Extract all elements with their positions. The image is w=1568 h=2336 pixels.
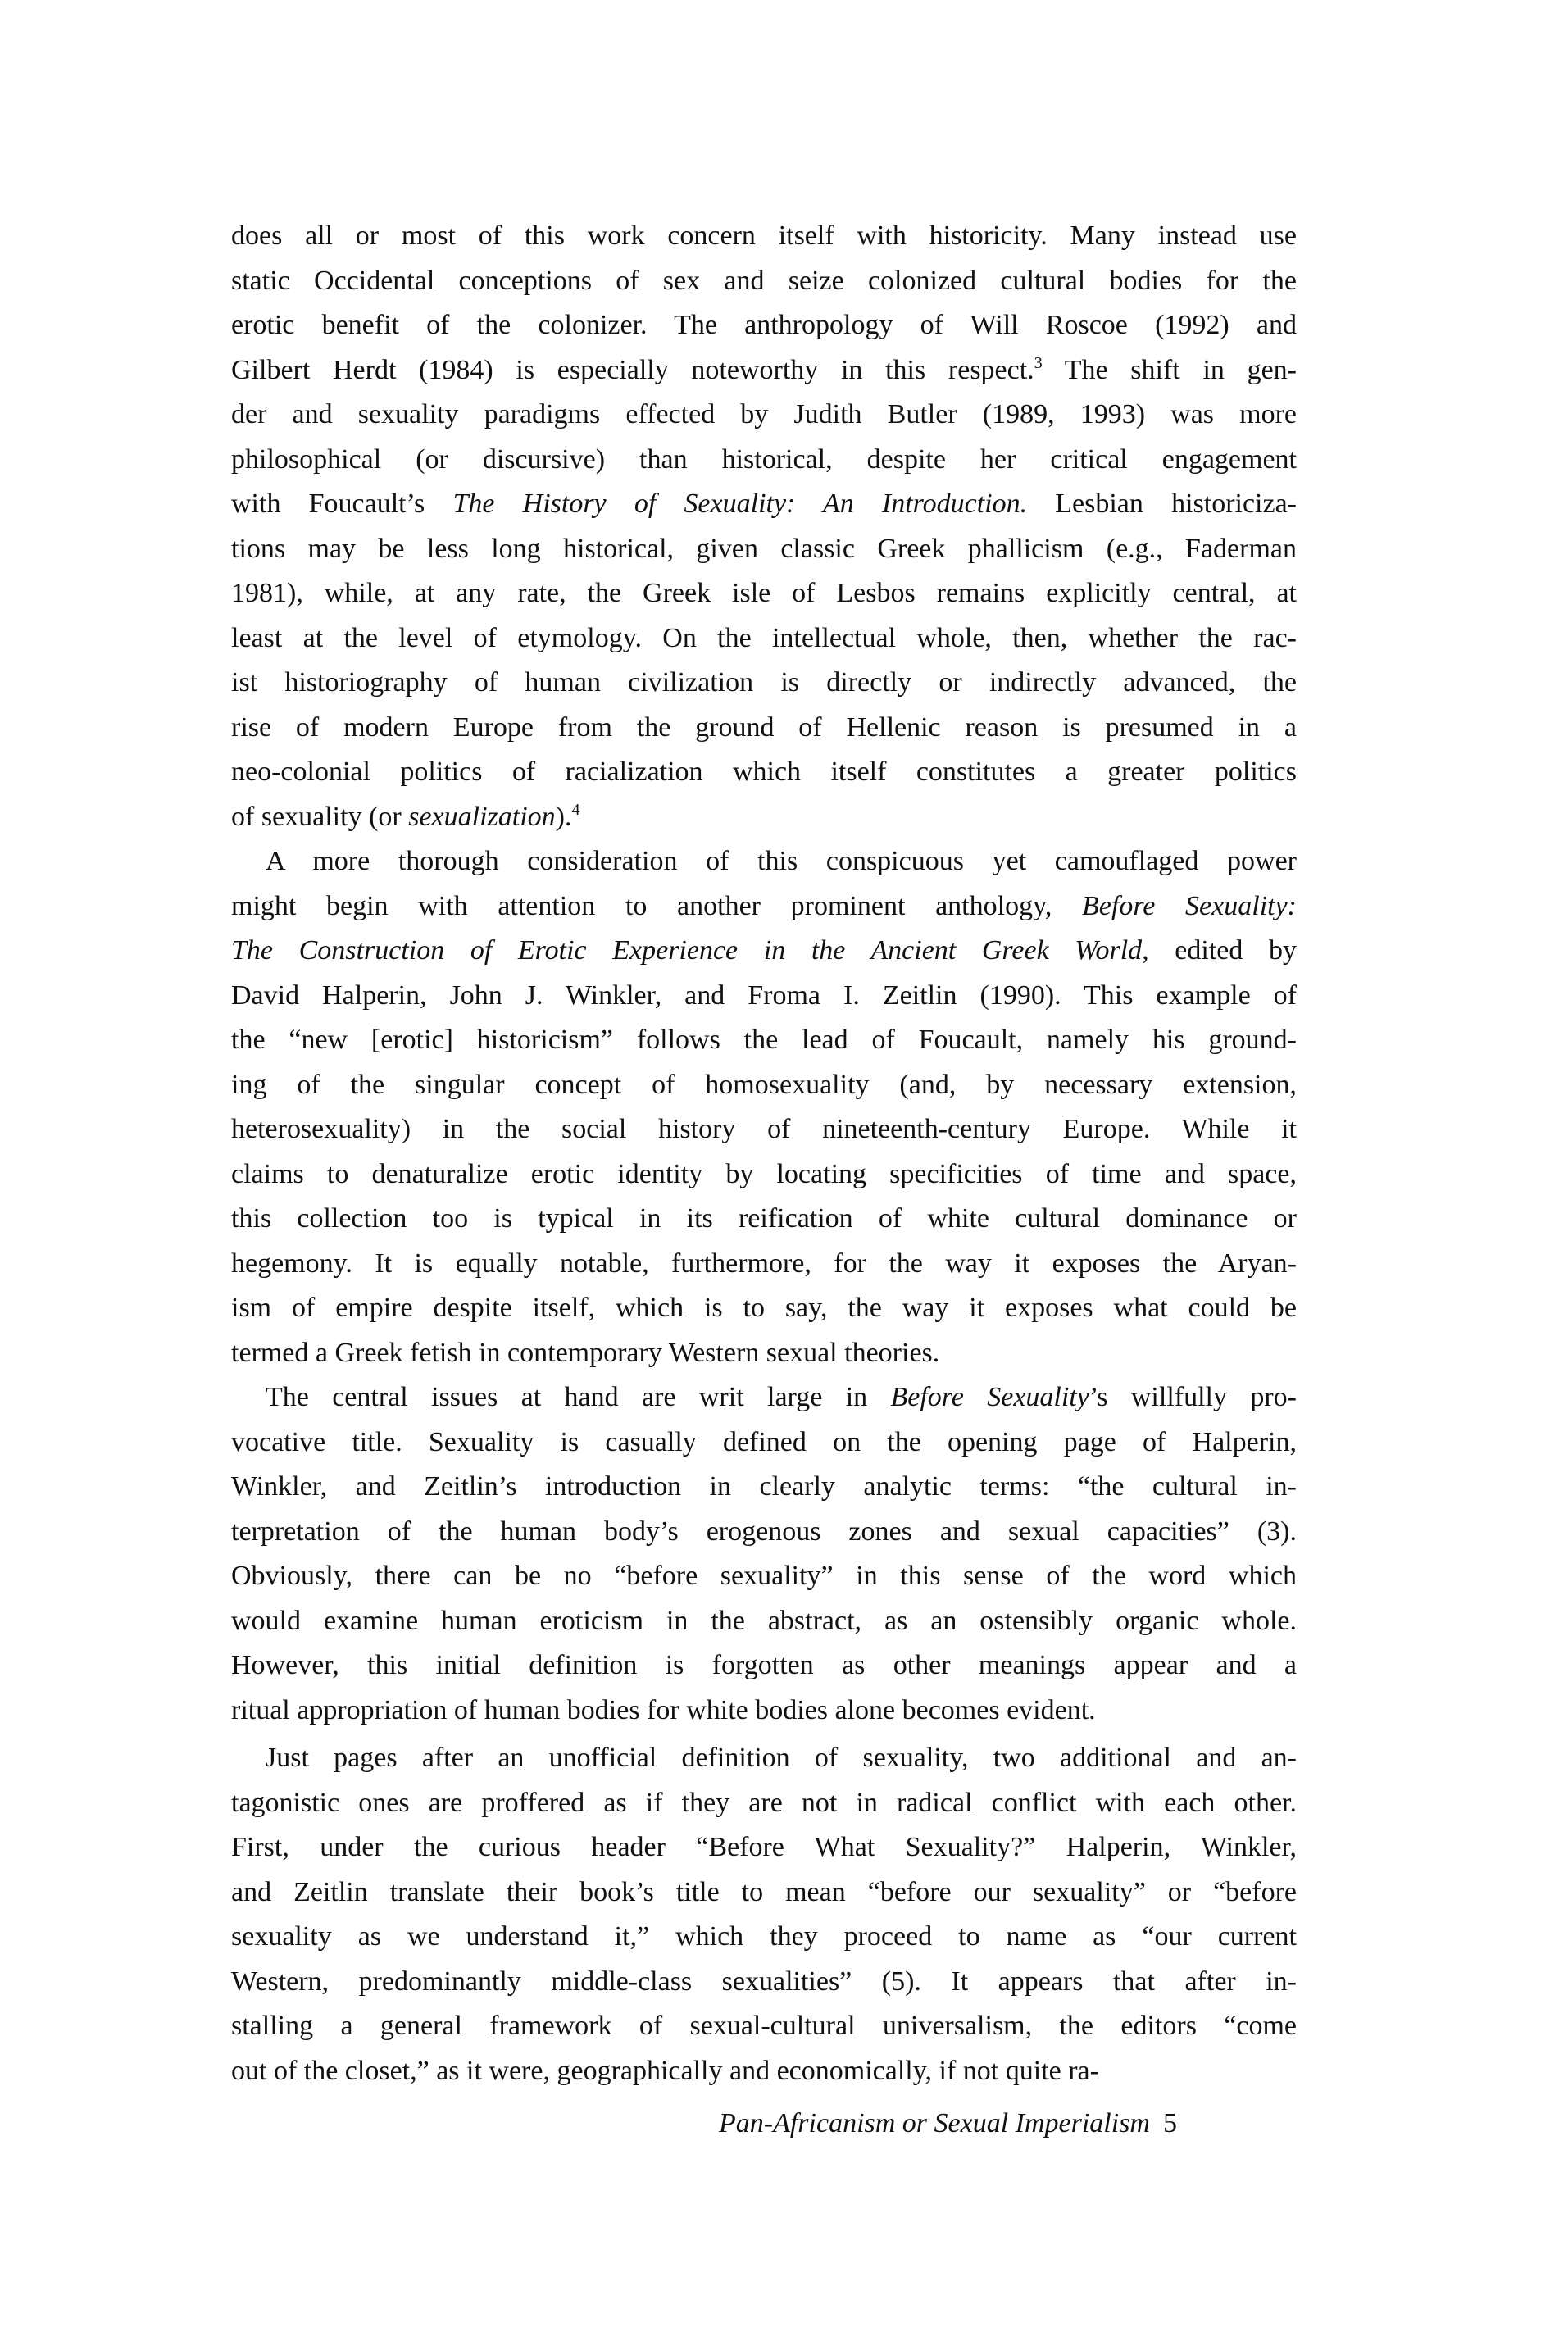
text-line <box>231 1825 1297 1870</box>
text-segment: least at the level of etymology. On the intellectual whole, then, whether the rac- <box>231 622 1297 653</box>
text-line <box>231 1375 1297 1420</box>
text-segment: Just pages after an unofficial definition of sexuality, two additional and an- <box>266 1743 1297 1773</box>
text-line <box>231 393 1297 438</box>
text-segment: with Foucault’s <box>231 489 453 519</box>
text-line <box>231 1152 1297 1198</box>
text-line <box>231 1870 1297 1916</box>
text-segment: tions may be less long historical, given classic Greek phallicism (e.g., Faderman <box>231 533 1297 564</box>
text-segment: ing of the singular concept of homosexuality (and, by necessary extension, <box>231 1069 1297 1100</box>
text-segment: First, under the curious header “Before What Sexuality?” Halperin, Winkler, <box>231 1832 1297 1862</box>
text-line <box>231 1915 1297 1960</box>
text-segment: Lesbian historiciza- <box>1027 489 1298 519</box>
text-segment: ). <box>555 801 572 832</box>
text-segment: neo-colonial politics of racialization which itself constitutes a greater politics <box>231 757 1297 787</box>
body-text <box>231 214 1297 2093</box>
text-segment: does all or most of this work concern itself with historicity. Many instead use <box>231 220 1297 251</box>
text-line <box>231 974 1297 1019</box>
text-segment: the “new [erotic] historicism” follows the lead of Foucault, namely his ground- <box>231 1025 1297 1055</box>
text-line <box>231 527 1297 572</box>
text-line <box>231 1688 1297 1734</box>
paragraph <box>231 1736 1297 2093</box>
italic-text: Before Sexuality <box>890 1382 1089 1412</box>
running-title: Pan-Africanism or Sexual Imperialism <box>719 2108 1150 2138</box>
paragraph <box>231 1375 1297 1733</box>
text-segment: David Halperin, John J. Winkler, and Froma I. Zeitlin (1990). This example of <box>231 979 1297 1011</box>
text-line <box>231 839 1297 884</box>
text-line <box>231 259 1297 304</box>
text-line <box>231 795 1297 840</box>
paragraph <box>231 214 1297 839</box>
text-segment: terpretation of the human body’s erogenous zones and sexual capacities” (3). <box>231 1516 1297 1547</box>
text-segment: heterosexuality) in the social history of nineteenth-century Europe. While it <box>231 1114 1297 1144</box>
text-segment: stalling a general framework of sexual-cultural universalism, the editors “come <box>231 2011 1297 2041</box>
italic-text: The History of Sexuality: An Introduction. <box>452 489 1028 519</box>
text-line <box>231 303 1297 348</box>
text-line <box>231 750 1297 795</box>
text-line <box>231 1781 1297 1826</box>
text-line <box>231 438 1297 483</box>
text-segment: erotic benefit of the colonizer. The anthropology of Will Roscoe (1992) and <box>231 310 1297 340</box>
text-segment: ritual appropriation of human bodies for white bodies alone becomes evident. <box>231 1694 1096 1725</box>
text-line <box>231 482 1297 527</box>
paragraph <box>231 839 1297 1375</box>
text-segment: ist historiography of human civilization is directly or indirectly advanced, the <box>231 667 1297 698</box>
text-segment: edited by <box>1148 935 1297 966</box>
italic-text: sexualization <box>408 801 556 832</box>
italic-text: The Construction of Erotic Experience in the Ancient Greek World, <box>231 935 1149 966</box>
text-line <box>231 1465 1297 1510</box>
text-line <box>231 1736 1297 1781</box>
italic-text: Before Sexuality: <box>1082 890 1297 921</box>
text-line <box>231 929 1297 974</box>
text-line <box>231 616 1297 661</box>
text-segment: However, this initial definition is forgotten as other meanings appear and a <box>231 1650 1297 1680</box>
footnote-ref: 4 <box>571 800 580 819</box>
text-segment: this collection too is typical in its reification of white cultural dominance or <box>231 1203 1297 1234</box>
text-segment: The central issues at hand are writ large in <box>266 1382 891 1412</box>
text-line <box>231 1107 1297 1152</box>
text-line <box>231 1599 1297 1644</box>
text-line <box>231 884 1297 929</box>
text-segment: would examine human eroticism in the abstract, as an ostensibly organic whole. <box>231 1605 1297 1636</box>
text-segment: tagonistic ones are proffered as if they are not in radical conflict with each other. <box>231 1787 1297 1818</box>
text-line <box>231 1197 1297 1242</box>
text-segment: ’s willfully pro- <box>1089 1382 1297 1412</box>
text-segment: termed a Greek fetish in contemporary Western sexual theories. <box>231 1337 940 1368</box>
text-segment: of sexuality (or <box>231 801 409 832</box>
text-line <box>231 1960 1297 2005</box>
text-segment: Gilbert Herdt (1984) is especially noteworthy in this respect. <box>231 354 1034 385</box>
text-segment: der and sexuality paradigms effected by Judith Butler (1989, 1993) was more <box>231 399 1297 429</box>
text-segment: sexuality as we understand it,” which they proceed to name as “our current <box>231 1921 1297 1952</box>
text-segment: and Zeitlin translate their book’s title to mean “before our sexuality” or “before <box>231 1876 1297 1907</box>
text-line <box>231 2004 1297 2049</box>
text-line <box>231 706 1297 751</box>
text-segment: 1981), while, at any rate, the Greek isle of Lesbos remains explicitly central, at <box>231 578 1297 608</box>
text-segment: hegemony. It is equally notable, furthermore, for the way it exposes the Aryan- <box>231 1248 1297 1279</box>
text-line <box>231 1554 1297 1599</box>
text-line <box>231 1420 1297 1466</box>
text-line <box>231 661 1297 706</box>
text-segment: static Occidental conceptions of sex and seize colonized cultural bodies for the <box>231 265 1297 296</box>
text-line <box>231 1286 1297 1331</box>
text-segment: claims to denaturalize erotic identity by locating specificities of time and space, <box>231 1158 1297 1189</box>
text-line <box>231 348 1297 393</box>
text-segment: rise of modern Europe from the ground of Hellenic reason is presumed in a <box>231 711 1297 743</box>
text-segment: ism of empire despite itself, which is to say, the way it exposes what could be <box>231 1293 1297 1323</box>
text-line <box>231 571 1297 616</box>
text-segment: Obviously, there can be no “before sexuality” in this sense of the word which <box>231 1561 1297 1591</box>
text-line <box>231 214 1297 259</box>
text-line <box>231 1242 1297 1287</box>
text-segment: Winkler, and Zeitlin’s introduction in clearly analytic terms: “the cultural in- <box>231 1471 1297 1502</box>
text-line <box>231 2049 1297 2094</box>
text-segment: might begin with attention to another prominent anthology, <box>231 890 1083 921</box>
page-number: 5 <box>1163 2108 1177 2138</box>
text-segment: philosophical (or discursive) than historical, despite her critical engagement <box>231 443 1297 475</box>
footnote-ref: 3 <box>1034 353 1043 372</box>
text-line <box>231 1018 1297 1063</box>
text-segment: out of the closet,” as it were, geographically and economically, if not quite ra- <box>231 2055 1099 2086</box>
text-line <box>231 1510 1297 1555</box>
text-segment: A more thorough consideration of this conspicuous yet camouflaged power <box>266 846 1297 876</box>
text-segment: Western, predominantly middle-class sexualities” (5). It appears that after in- <box>231 1966 1297 1997</box>
page-footer <box>652 2108 1177 2139</box>
text-line <box>231 1643 1297 1688</box>
text-line <box>231 1063 1297 1108</box>
text-segment: The shift in gen- <box>1042 354 1297 385</box>
text-segment: vocative title. Sexuality is casually defined on the opening page of Halperin, <box>231 1426 1297 1457</box>
text-line <box>231 1331 1297 1376</box>
